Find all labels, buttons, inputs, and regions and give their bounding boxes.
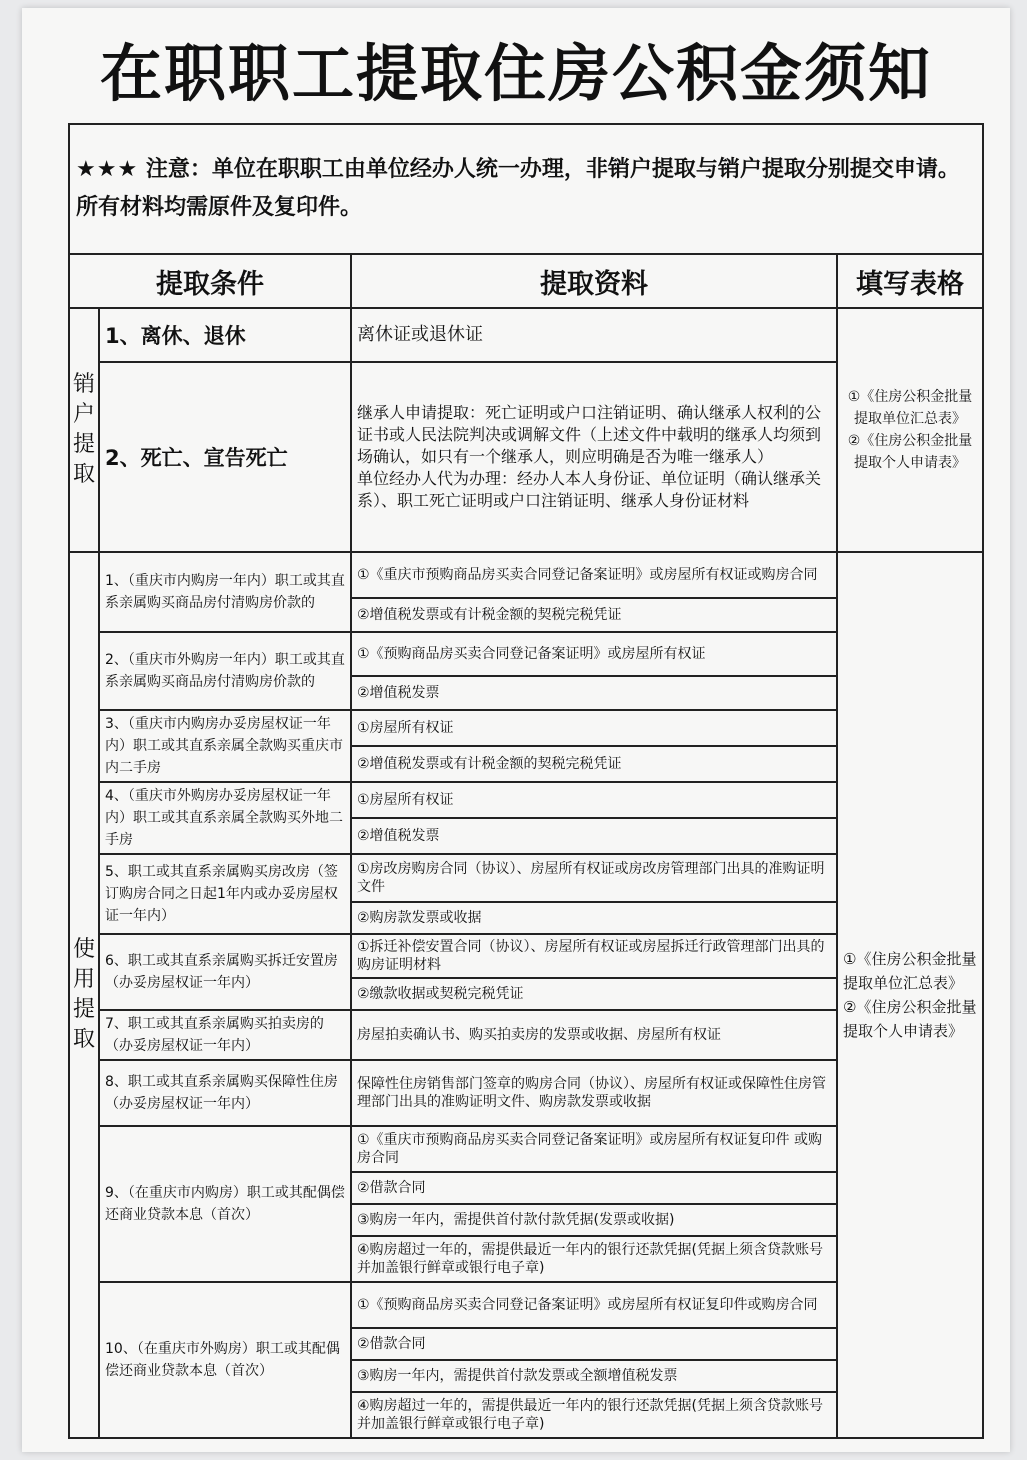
- material-text: 单位经办人代为办理：经办人本人身份证、单位证明（确认继承关系）、职工死亡证明或户口注销证明、继承人身份证材料: [357, 469, 822, 510]
- category-char: 取: [72, 462, 95, 487]
- usage-material: ②借款合同: [351, 1172, 837, 1204]
- category-char: 提: [72, 997, 95, 1022]
- usage-material: ②增值税发票: [351, 676, 837, 710]
- form-item: ①《住房公积金批量提取单位汇总表》: [847, 389, 973, 427]
- usage-material: 保障性住房销售部门签章的购房合同（协议）、房屋所有权证或保障性住房管理部门出具的准购证明文件、购房款发票或收据: [351, 1060, 837, 1126]
- usage-condition-9: 9、（在重庆市内购房）职工或其配偶偿还商业贷款本息（首次）: [99, 1126, 351, 1282]
- page-title: 在职职工提取住房公积金须知: [99, 37, 932, 110]
- closing-condition-2: 2、死亡、宣告死亡: [99, 362, 351, 552]
- category-char: 取: [72, 1027, 95, 1052]
- category-char: 用: [72, 967, 95, 992]
- notice-cell: [69, 124, 983, 254]
- usage-material: ④购房超过一年的，需提供最近一年内的银行还款凭据(凭据上须含贷款账号并加盖银行鲜章或银行电子章): [351, 1392, 837, 1438]
- usage-condition-1: 1、（重庆市内购房一年内）职工或其直系亲属购买商品房付清购房价款的: [99, 552, 351, 632]
- closing-forms: [837, 308, 983, 552]
- category-usage: [69, 552, 99, 1438]
- header-condition: 提取条件: [69, 254, 351, 308]
- form-item: ②《住房公积金批量提取个人申请表》: [847, 433, 973, 471]
- usage-forms: [837, 552, 983, 1438]
- notice-sheet: [22, 8, 1010, 1452]
- usage-material: ①房屋所有权证: [351, 782, 837, 818]
- usage-condition-3: 3、（重庆市内购房办妥房屋权证一年内）职工或其直系亲属全款购买重庆市内二手房: [99, 710, 351, 782]
- usage-material: ②购房款发票或收据: [351, 902, 837, 934]
- form-item: ①《住房公积金批量提取单位汇总表》: [843, 950, 977, 992]
- closing-material-1: 离休证或退休证: [351, 308, 837, 362]
- category-char: 户: [72, 402, 95, 427]
- usage-condition-5: 5、职工或其直系亲属购买房改房（签订购房合同之日起1年内或办妥房屋权证一年内）: [99, 854, 351, 934]
- star-icon: ★★★: [76, 157, 139, 182]
- usage-condition-4: 4、（重庆市外购房办妥房屋权证一年内）职工或其直系亲属全款购买外地二手房: [99, 782, 351, 854]
- usage-material: 房屋拍卖确认书、购买拍卖房的发票或收据、房屋所有权证: [351, 1010, 837, 1060]
- usage-material: ②增值税发票或有计税金额的契税完税凭证: [351, 598, 837, 632]
- header-forms: 填写表格: [837, 254, 983, 308]
- material-text: 继承人申请提取：死亡证明或户口注销证明、确认继承人权利的公证书或人民法院判决或调解文件（上述文件中载明的继承人均须到场确认，如只有一个继承人，则应明确是否为唯一继承人）: [357, 403, 822, 466]
- usage-material: ②增值税发票: [351, 818, 837, 854]
- usage-material: ③购房一年内，需提供首付款付款凭据(发票或收据): [351, 1204, 837, 1236]
- usage-condition-6: 6、职工或其直系亲属购买拆迁安置房（办妥房屋权证一年内）: [99, 934, 351, 1010]
- usage-material: ②借款合同: [351, 1328, 837, 1360]
- usage-material: ①房屋所有权证: [351, 710, 837, 746]
- header-row: [69, 254, 983, 308]
- usage-material: ③购房一年内，需提供首付款发票或全额增值税发票: [351, 1360, 837, 1392]
- usage-condition-8: 8、职工或其直系亲属购买保障性住房（办妥房屋权证一年内）: [99, 1060, 351, 1126]
- closing-row-1: [69, 308, 983, 362]
- header-materials: 提取资料: [351, 254, 837, 308]
- usage-condition-7: 7、职工或其直系亲属购买拍卖房的（办妥房屋权证一年内）: [99, 1010, 351, 1060]
- usage-material: ①《重庆市预购商品房买卖合同登记备案证明》或房屋所有权证或购房合同: [351, 552, 837, 598]
- usage-material: ①《预购商品房买卖合同登记备案证明》或房屋所有权证: [351, 632, 837, 676]
- usage-condition-10: 10、（在重庆市外购房）职工或其配偶偿还商业贷款本息（首次）: [99, 1282, 351, 1438]
- usage-row: [69, 552, 983, 598]
- category-char: 使: [72, 937, 95, 962]
- usage-material: ①《重庆市预购商品房买卖合同登记备案证明》或房屋所有权证复印件 或购房合同: [351, 1126, 837, 1172]
- category-char: 提: [72, 432, 95, 457]
- requirements-table: [68, 123, 984, 1439]
- usage-material: ④购房超过一年的，需提供最近一年内的银行还款凭据(凭据上须含贷款账号并加盖银行鲜章或银行电子章): [351, 1236, 837, 1282]
- closing-condition-1: 1、离休、退休: [99, 308, 351, 362]
- closing-material-2: [351, 362, 837, 552]
- form-item: ②《住房公积金批量提取个人申请表》: [843, 998, 977, 1040]
- category-closing: [69, 308, 99, 552]
- notice-text: 注意：单位在职职工由单位经办人统一办理，非销户提取与销户提取分别提交申请。 所有材料均需原件及复印件。: [76, 157, 960, 220]
- category-char: 销: [72, 372, 95, 397]
- usage-material: ①《预购商品房买卖合同登记备案证明》或房屋所有权证复印件或购房合同: [351, 1282, 837, 1328]
- notice-row: [69, 124, 983, 254]
- usage-material: ②增值税发票或有计税金额的契税完税凭证: [351, 746, 837, 782]
- usage-material: ①房改房购房合同（协议）、房屋所有权证或房改房管理部门出具的准购证明文件: [351, 854, 837, 902]
- usage-condition-2: 2、（重庆市外购房一年内）职工或其直系亲属购买商品房付清购房价款的: [99, 632, 351, 710]
- usage-material: ②缴款收据或契税完税凭证: [351, 978, 837, 1010]
- usage-material: ①拆迁补偿安置合同（协议）、房屋所有权证或房屋拆迁行政管理部门出具的购房证明材料: [351, 934, 837, 978]
